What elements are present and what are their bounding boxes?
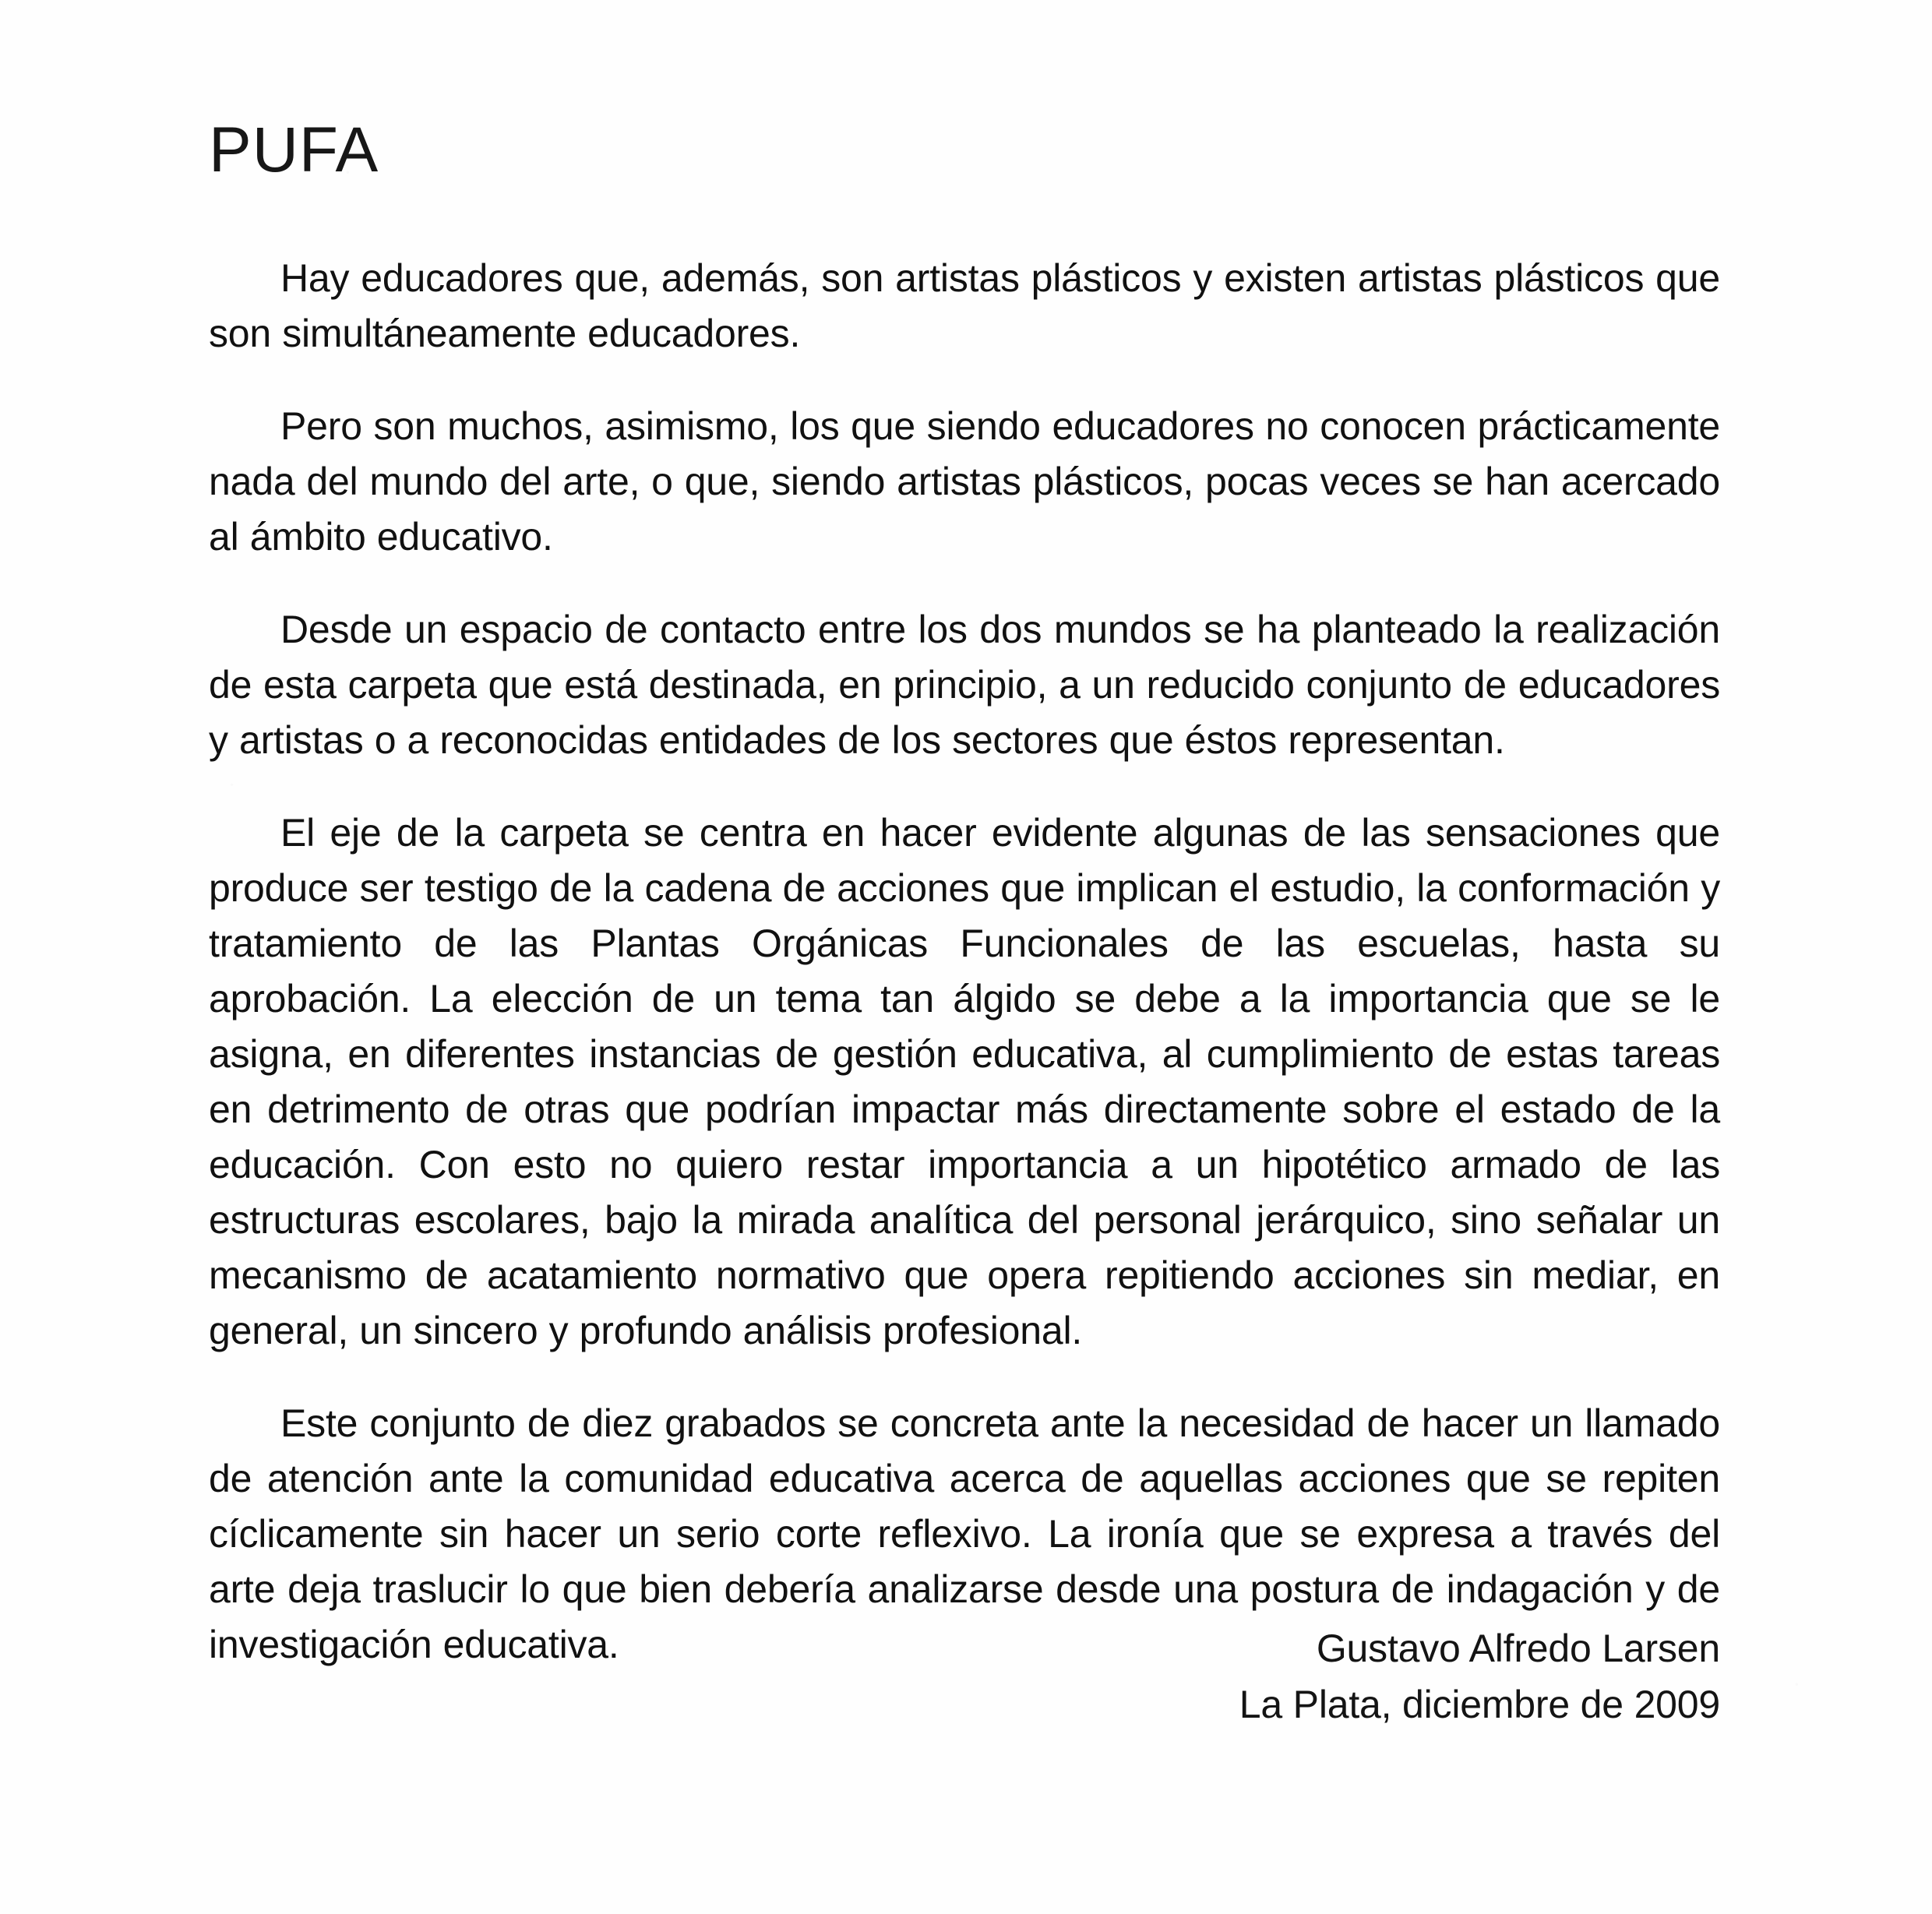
signature-block: [209, 1620, 1720, 1732]
paragraph-5: Este conjunto de diez grabados se concreta ante la necesidad de hacer un llamado de atención ante la comunidad educativa acerca de aquellas acciones que se repiten cíclicamente sin hacer un serio corte reflexivo. La ironía que se expresa a través del arte deja traslucir lo que bien debería analizarse desde una postura de indagación y de investigación educativa.: [209, 1401, 1720, 1667]
page-title: PUFA: [209, 115, 379, 185]
signature-author: Gustavo Alfredo Larsen: [1316, 1627, 1720, 1670]
signature-place-date: La Plata, diciembre de 2009: [1239, 1683, 1720, 1726]
paragraph-1: Hay educadores que, además, son artistas plásticos y existen artistas plásticos que son simultáneamente educadores.: [209, 256, 1720, 356]
paragraph-4: El eje de la carpeta se centra en hacer evidente algunas de las sensaciones que produce ser testigo de la cadena de acciones que implican el estudio, la conformación y tratamiento de las Plantas Orgánicas Funcionales de las escuelas, hasta su aprobación. La elección de un tema tan álgido se debe a la importancia que se le asigna, en diferentes instancias de gestión educativa, al cumplimiento de estas tareas en detrimento de otras que podrían impactar más directamente sobre el estado de la educación. Con esto no quiero restar importancia a un hipotético armado de las estructuras escolares, bajo la mirada analítica del personal jerárquico, sino señalar un mecanismo de acatamiento normativo que opera repitiendo acciones sin mediar, en general, un sincero y profundo análisis profesional.: [209, 811, 1720, 1353]
paragraph-2: Pero son muchos, asimismo, los que siendo educadores no conocen prácticamente nada del mundo del arte, o que, siendo artistas plásticos, pocas veces se han acercado al ámbito educativo.: [209, 404, 1720, 559]
paragraph-3: Desde un espacio de contacto entre los dos mundos se ha planteado la realización de esta carpeta que está destinada, en principio, a un reducido conjunto de educadores y artistas o a reconocidas entidades de los sectores que éstos representan.: [209, 608, 1720, 763]
document-body: [209, 117, 1720, 1673]
